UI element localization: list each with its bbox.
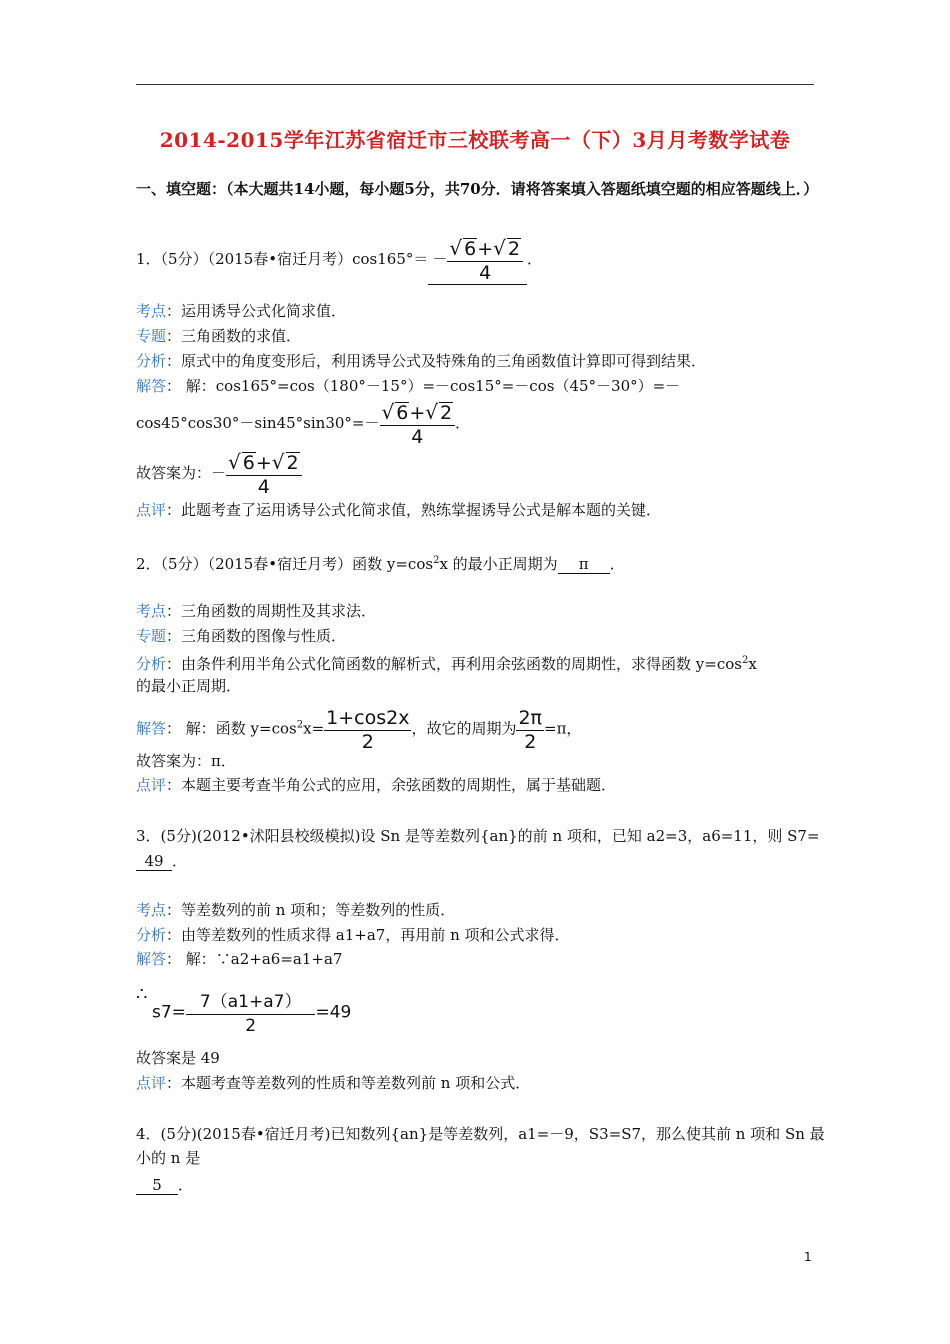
q2-stem: 2．（5分）（2015春•宿迁月考）函数 $y=\cos^2x$ 的最小正周期为 π ． — [136, 555, 625, 573]
q1-sqrt-a: 6 — [464, 238, 477, 260]
q2-zhuanti — [136, 625, 346, 647]
q3-den: 2 — [245, 1016, 257, 1036]
q3-guda-text: 故答案是 49 — [136, 1049, 220, 1067]
q1-j-sqrt-b: 2 — [440, 402, 453, 424]
q3-fenxi-text: ：由等差数列的性质求得 a1+a7，再用前 n 项和公式求得． — [166, 926, 570, 944]
q1-answer-fraction: $\frac{√ 6+√ 2}{4}$ — [447, 236, 523, 284]
q3-dianping — [136, 1072, 530, 1094]
q2-dianping-text: ：本题主要考查半角公式的应用，余弦函数的周期性，属于基础题． — [166, 776, 617, 794]
tag-dianping: 点评 — [136, 776, 167, 794]
q4-stem-text: 4．(5分)(2015春•宿迁月考)已知数列{an}是等差数列，a1=－9，S3=S7，那么使其前 n 项和 Sn 最 — [136, 1125, 825, 1143]
q2-stem-b: x 的最小正周期为 — [439, 555, 558, 573]
tag-dianping: 点评 — [136, 501, 167, 519]
q3-dianping-text: ：本题考查等差数列的性质和等差数列前 n 项和公式． — [166, 1074, 531, 1092]
tag-kaodian: 考点 — [136, 602, 167, 620]
q3-fraction — [186, 990, 316, 1037]
q2-fenxi-2 — [136, 675, 241, 697]
q1-zhuanti — [136, 325, 301, 347]
q2-dianping — [136, 774, 616, 796]
q2-jieda-d: =π， — [544, 719, 582, 738]
q1-stem — [136, 236, 542, 285]
q1-jieda2-text: cos45°cos30°－sin45°sin30°=－ — [136, 414, 380, 432]
q2-frac2-num: 2π — [518, 707, 542, 729]
q2-frac1-num: 1+cos2x — [326, 707, 410, 729]
q1-jieda-fraction: $\frac{√ 6+√ 2}{4}$ — [380, 400, 456, 448]
tag-fenxi: 分析 — [136, 655, 167, 673]
q2-end: ． — [609, 555, 625, 573]
q1-dianping-text: ：此题考查了运用诱导公式化简求值，熟练掌握诱导公式是解本题的关键． — [166, 501, 662, 519]
q3-s7: s7= — [152, 1002, 186, 1023]
q1-jieda-text: ： 解：cos165°=cos（180°－15°）=－cos15°=－cos（45°－30°）=－ — [166, 377, 681, 395]
q4-stem2-text: 小的 n 是 — [136, 1149, 201, 1167]
q4-stem-2 — [136, 1147, 200, 1169]
q2-stem-a: 2．（5分）（2015春•宿迁月考）函数 y=cos — [136, 555, 434, 573]
q3-stem-text: 3．(5分)(2012•沭阳县校级模拟)设 Sn 是等差数列{an}的前 n 项和，已知 a2=3，a6=11，则 S7= — [136, 827, 820, 845]
q1-kaodian — [136, 300, 346, 322]
q1-g-plus: + — [255, 452, 272, 474]
q1-kaodian-text: ：运用诱导公式化简求值． — [166, 302, 347, 320]
q3-jieda — [136, 948, 342, 970]
q1-g-sqrt-b: 2 — [286, 452, 299, 474]
q2-fenxi: 分析：由条件利用半角公式化简函数的解析式，再利用余弦函数的周期性，求得函数 $y=\cos^2x$ — [136, 655, 757, 673]
q1-stem-text: 1．（5分）（2015春•宿迁月考）cos165°＝ — [136, 250, 429, 268]
q1-jieda-2 — [136, 400, 470, 448]
q4-end: ． — [178, 1176, 194, 1194]
q2-kaodian-text: ：三角函数的周期性及其求法． — [166, 602, 377, 620]
tag-fenxi: 分析 — [136, 926, 167, 944]
q2-guda — [136, 750, 236, 772]
q3-num: 7（a1+a7） — [186, 990, 316, 1015]
q1-plus: + — [477, 238, 494, 260]
tag-zhuanti: 专题 — [136, 327, 167, 345]
q1-g-den: 4 — [257, 476, 270, 498]
q1-den: 4 — [479, 262, 492, 284]
q2-guda-text: 故答案为：π． — [136, 752, 236, 770]
q2-frac2-den: 2 — [524, 731, 537, 753]
section-heading: 一、填空题：（本大题共14小题，每小题5分，共70分．请将答案填入答题纸填空题的相应答题线上．） — [136, 180, 819, 198]
q1-j-sqrt-a: 6 — [396, 402, 409, 424]
q3-formula — [152, 990, 351, 1037]
q2-fenxi-b: x — [748, 655, 757, 673]
q2-frac1-den: 2 — [361, 731, 374, 753]
q1-jieda — [136, 375, 680, 397]
q1-guda-fraction: $\frac{√ 6+√ 2}{4}$ — [226, 450, 302, 498]
q2-frac2 — [516, 706, 544, 753]
q3-kaodian-text: ：等差数列的前 n 项和；等差数列的性质． — [166, 901, 456, 919]
header-rule — [136, 84, 814, 85]
tag-dianping: 点评 — [136, 1074, 167, 1092]
q1-dianping — [136, 499, 661, 521]
q3-kaodian — [136, 899, 455, 921]
q1-j-den: 4 — [411, 426, 424, 448]
q2-jieda-c: ，故它的周期为 — [411, 719, 517, 738]
q3-answer-line — [136, 850, 187, 872]
tag-jieda: 解答 — [136, 377, 167, 395]
q4-answer: 5 — [136, 1176, 178, 1195]
q2-jieda-a: ： 解：函数 y=cos — [166, 719, 297, 738]
q2-answer: π — [558, 555, 610, 574]
tag-fenxi: 分析 — [136, 352, 167, 370]
q1-end: ． — [527, 250, 543, 268]
q2-fenxi-a: ：由条件利用半角公式化简函数的解析式，再利用余弦函数的周期性，求得函数 y=cos — [166, 655, 742, 673]
q1-fenxi — [136, 350, 706, 372]
tag-jieda: 解答 — [136, 950, 167, 968]
q3-end: ． — [172, 852, 188, 870]
q1-fenxi-text: ：原式中的角度变形后，利用诱导公式及特殊角的三角函数值计算即可得到结果． — [166, 352, 707, 370]
q3-stem — [136, 825, 820, 847]
tag-kaodian: 考点 — [136, 901, 167, 919]
exam-title: 2014-2015学年江苏省宿迁市三校联考高一（下）3月月考数学试卷 — [159, 128, 791, 152]
q3-fenxi — [136, 924, 570, 946]
q3-guda — [136, 1047, 220, 1069]
q2-jieda: 解答： 解：函数 $y=\cos^2x=$ $\frac{1+\cos 2x}{2}$ ，故它的周期为 $\frac{2\pi}{2}$ =π， — [136, 707, 582, 753]
q2-fenxi2-text: 的最小正周期． — [136, 677, 242, 695]
q3-answer: 49 — [136, 852, 172, 871]
tag-jieda: 解答 — [136, 719, 167, 738]
q2-frac1 — [324, 706, 411, 753]
q1-answer-sign: － — [432, 250, 448, 268]
q3-therefore: ∴ — [136, 984, 148, 1005]
tag-kaodian: 考点 — [136, 302, 167, 320]
q1-guda — [136, 450, 302, 498]
q1-zhuanti-text: ：三角函数的求值． — [166, 327, 302, 345]
q1-guda-text: 故答案为：－ — [136, 464, 227, 482]
q1-j-end: ． — [455, 414, 471, 432]
q3-jieda-text: ： 解：∵a2+a6=a1+a7 — [166, 950, 343, 968]
q3-result: =49 — [315, 1002, 352, 1023]
q1-answer — [428, 236, 527, 285]
q4-stem — [136, 1123, 825, 1145]
q2-kaodian — [136, 600, 376, 622]
tag-zhuanti: 专题 — [136, 627, 167, 645]
q1-j-plus: + — [409, 402, 426, 424]
q4-answer-line — [136, 1174, 193, 1196]
page-number: 1 — [804, 1250, 812, 1264]
q2-zhuanti-text: ：三角函数的图像与性质． — [166, 627, 347, 645]
q1-sqrt-b: 2 — [507, 238, 520, 260]
q1-g-sqrt-a: 6 — [242, 452, 255, 474]
q2-jieda-b: x= — [303, 719, 325, 738]
